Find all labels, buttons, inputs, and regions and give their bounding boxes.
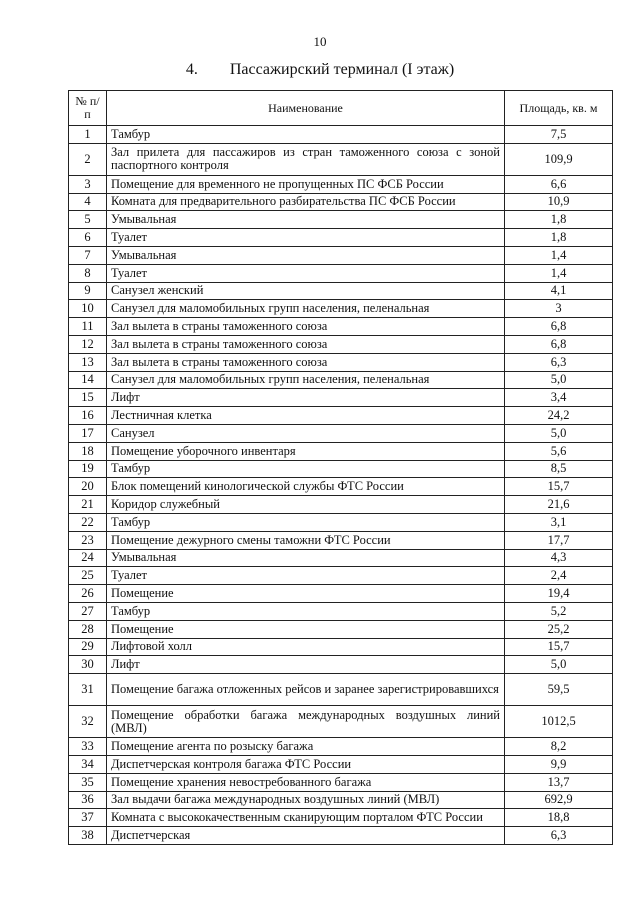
row-area: 8,5 [505,460,613,478]
row-number: 31 [69,674,107,706]
row-number: 34 [69,755,107,773]
row-name: Тамбур [107,602,505,620]
row-number: 22 [69,513,107,531]
row-name: Умывальная [107,211,505,229]
row-number: 14 [69,371,107,389]
row-number: 4 [69,193,107,211]
row-number: 5 [69,211,107,229]
table-row [69,246,613,264]
table-row [69,620,613,638]
row-area: 59,5 [505,674,613,706]
header-number: № п/п [69,91,107,126]
row-name: Лифт [107,389,505,407]
row-area: 21,6 [505,496,613,514]
row-area: 6,3 [505,827,613,845]
row-name: Санузел для маломобильных групп населения, пеленальная [107,371,505,389]
row-area: 1,4 [505,264,613,282]
row-number: 12 [69,335,107,353]
row-area: 3 [505,300,613,318]
row-name: Диспетчерская контроля багажа ФТС России [107,755,505,773]
table-row [69,827,613,845]
row-name: Помещение агента по розыску багажа [107,738,505,756]
row-area: 8,2 [505,738,613,756]
row-area: 15,7 [505,638,613,656]
table-row [69,706,613,738]
table-row [69,496,613,514]
row-name: Туалет [107,229,505,247]
row-number: 21 [69,496,107,514]
row-name: Комната для предварительного разбирательства ПС ФСБ России [107,193,505,211]
row-name: Помещение дежурного смены таможни ФТС России [107,531,505,549]
row-name: Санузел для маломобильных групп населения, пеленальная [107,300,505,318]
row-number: 11 [69,318,107,336]
row-name: Лифт [107,656,505,674]
table-row [69,424,613,442]
row-number: 25 [69,567,107,585]
row-number: 24 [69,549,107,567]
row-area: 24,2 [505,407,613,425]
row-area: 1,8 [505,229,613,247]
table-row [69,460,613,478]
table-row [69,175,613,193]
row-area: 6,8 [505,318,613,336]
row-name: Зал прилета для пассажиров из стран таможенного союза с зоной паспортного контроля [107,143,505,175]
table-row [69,513,613,531]
row-number: 10 [69,300,107,318]
row-area: 17,7 [505,531,613,549]
table-row [69,389,613,407]
row-name: Помещение для временного не пропущенных ПС ФСБ России [107,175,505,193]
row-name: Помещение уборочного инвентаря [107,442,505,460]
row-number: 6 [69,229,107,247]
row-number: 28 [69,620,107,638]
row-number: 1 [69,126,107,144]
row-name: Помещение [107,585,505,603]
table-row [69,549,613,567]
table-row [69,602,613,620]
row-name: Санузел [107,424,505,442]
row-name: Тамбур [107,513,505,531]
row-area: 10,9 [505,193,613,211]
row-number: 26 [69,585,107,603]
row-name: Туалет [107,567,505,585]
table-row [69,126,613,144]
row-number: 38 [69,827,107,845]
table-row [69,407,613,425]
table-row [69,211,613,229]
table-row [69,282,613,300]
table-row [69,656,613,674]
row-number: 23 [69,531,107,549]
row-number: 15 [69,389,107,407]
table-row [69,809,613,827]
table-row [69,531,613,549]
row-area: 13,7 [505,773,613,791]
page-number: 10 [313,34,327,49]
row-area: 7,5 [505,126,613,144]
section-number: 4. [185,61,198,78]
row-number: 9 [69,282,107,300]
row-name: Коридор служебный [107,496,505,514]
row-name: Зал вылета в страны таможенного союза [107,335,505,353]
row-area: 18,8 [505,809,613,827]
row-area: 3,1 [505,513,613,531]
row-name: Блок помещений кинологической службы ФТС России [107,478,505,496]
row-area: 15,7 [505,478,613,496]
row-name: Помещение хранения невостребованного багажа [107,773,505,791]
row-number: 33 [69,738,107,756]
row-name: Умывальная [107,549,505,567]
row-number: 37 [69,809,107,827]
row-name: Помещение [107,620,505,638]
table-row [69,371,613,389]
table-row [69,674,613,706]
row-number: 2 [69,143,107,175]
table-row [69,791,613,809]
row-name: Помещение обработки багажа международных воздушных линий (МВЛ) [107,706,505,738]
row-area: 5,2 [505,602,613,620]
table-row [69,143,613,175]
row-area: 5,0 [505,424,613,442]
table-row [69,264,613,282]
row-name: Лестничная клетка [107,407,505,425]
row-area: 5,0 [505,656,613,674]
row-area: 1,8 [505,211,613,229]
row-name: Тамбур [107,126,505,144]
table-row [69,300,613,318]
row-name: Помещение багажа отложенных рейсов и заранее зарегистрировавшихся [107,674,505,706]
row-area: 5,6 [505,442,613,460]
rooms-table [68,90,613,845]
row-area: 4,1 [505,282,613,300]
section-title: Пассажирский терминал (I этаж) [229,61,455,78]
table-header-row [69,91,613,126]
table-body [69,126,613,845]
row-area: 25,2 [505,620,613,638]
table-row [69,442,613,460]
row-area: 3,4 [505,389,613,407]
row-area: 6,3 [505,353,613,371]
row-number: 18 [69,442,107,460]
row-area: 6,8 [505,335,613,353]
row-name: Лифтовой холл [107,638,505,656]
table-row [69,773,613,791]
row-area: 2,4 [505,567,613,585]
row-name: Комната с высококачественным сканирующим порталом ФТС России [107,809,505,827]
table-row [69,755,613,773]
row-number: 32 [69,706,107,738]
row-area: 4,3 [505,549,613,567]
row-area: 109,9 [505,143,613,175]
table-row [69,738,613,756]
header-name: Наименование [107,91,505,126]
row-number: 17 [69,424,107,442]
row-number: 16 [69,407,107,425]
row-name: Зал вылета в страны таможенного союза [107,353,505,371]
header-area: Площадь, кв. м [505,91,613,126]
row-name: Тамбур [107,460,505,478]
row-area: 19,4 [505,585,613,603]
row-number: 13 [69,353,107,371]
row-number: 35 [69,773,107,791]
row-number: 19 [69,460,107,478]
row-name: Умывальная [107,246,505,264]
table-row [69,335,613,353]
row-number: 7 [69,246,107,264]
row-area: 5,0 [505,371,613,389]
row-number: 27 [69,602,107,620]
row-number: 29 [69,638,107,656]
row-name: Зал вылета в страны таможенного союза [107,318,505,336]
table-row [69,193,613,211]
section-heading [0,61,640,79]
row-number: 20 [69,478,107,496]
row-area: 9,9 [505,755,613,773]
row-number: 36 [69,791,107,809]
table-row [69,585,613,603]
table-row [69,567,613,585]
row-number: 8 [69,264,107,282]
row-area: 1,4 [505,246,613,264]
row-area: 1012,5 [505,706,613,738]
table-row [69,229,613,247]
row-name: Туалет [107,264,505,282]
table-row [69,638,613,656]
table-row [69,353,613,371]
row-number: 30 [69,656,107,674]
row-area: 692,9 [505,791,613,809]
table-row [69,478,613,496]
row-name: Зал выдачи багажа международных воздушных линий (МВЛ) [107,791,505,809]
row-name: Диспетчерская [107,827,505,845]
row-number: 3 [69,175,107,193]
row-name: Санузел женский [107,282,505,300]
table-row [69,318,613,336]
row-area: 6,6 [505,175,613,193]
